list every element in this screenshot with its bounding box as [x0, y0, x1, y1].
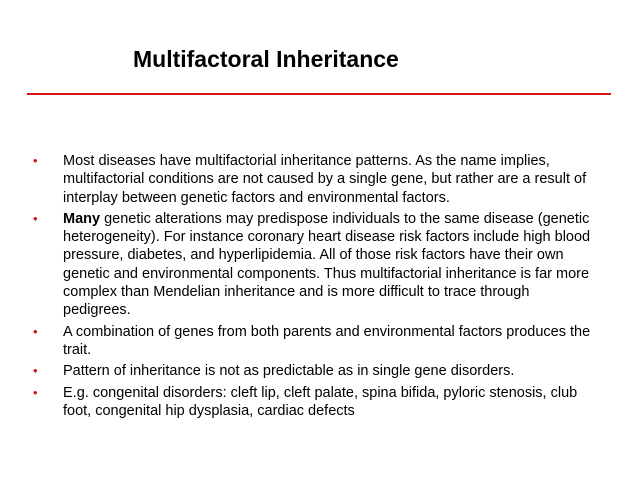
bullet-item: [33, 210, 593, 320]
bullet-list: [33, 152, 593, 423]
bullet-item: [33, 362, 593, 380]
bullet-text: A combination of genes from both parents and environmental factors produces the trait.: [63, 323, 591, 358]
bullet-text: Pattern of inheritance is not as predictable as in single gene disorders.: [63, 363, 515, 380]
bullet-marker-icon: •: [33, 210, 38, 226]
bullet-text: E.g. congenital disorders: cleft lip, cleft palate, spina bifida, pyloric stenosis, club foot, congenital hip dysplasia, cardiac defects: [63, 384, 578, 419]
slide-title: Multifactoral Inheritance: [133, 46, 399, 72]
bullet-marker-icon: •: [33, 323, 38, 339]
bullet-text: Most diseases have multifactorial inheritance patterns. As the name implies, multifactorial conditions are not caused by a single gene, but rather are a result of interplay between genetic factors and environmental factors.: [63, 153, 587, 206]
bullet-item: [33, 384, 593, 421]
bullet-marker-icon: •: [33, 384, 38, 400]
bullet-emphasis: Many: [63, 210, 101, 227]
bullet-text: genetic alterations may predispose individuals to the same disease (genetic heterogeneity). For instance coronary heart disease risk factors include high blood pressure, diabetes, and hyperlipidemia. All of those risk factors have their own genetic and environmental components. Thus multifactorial inheritance is far more complex than Mendelian inheritance and is more difficult to trace through pedigrees.: [63, 210, 591, 319]
bullet-marker-icon: •: [33, 363, 38, 379]
bullet-marker-icon: •: [33, 153, 38, 168]
title-divider: [27, 93, 611, 95]
bullet-item: [33, 152, 593, 207]
bullet-item: [33, 323, 593, 360]
